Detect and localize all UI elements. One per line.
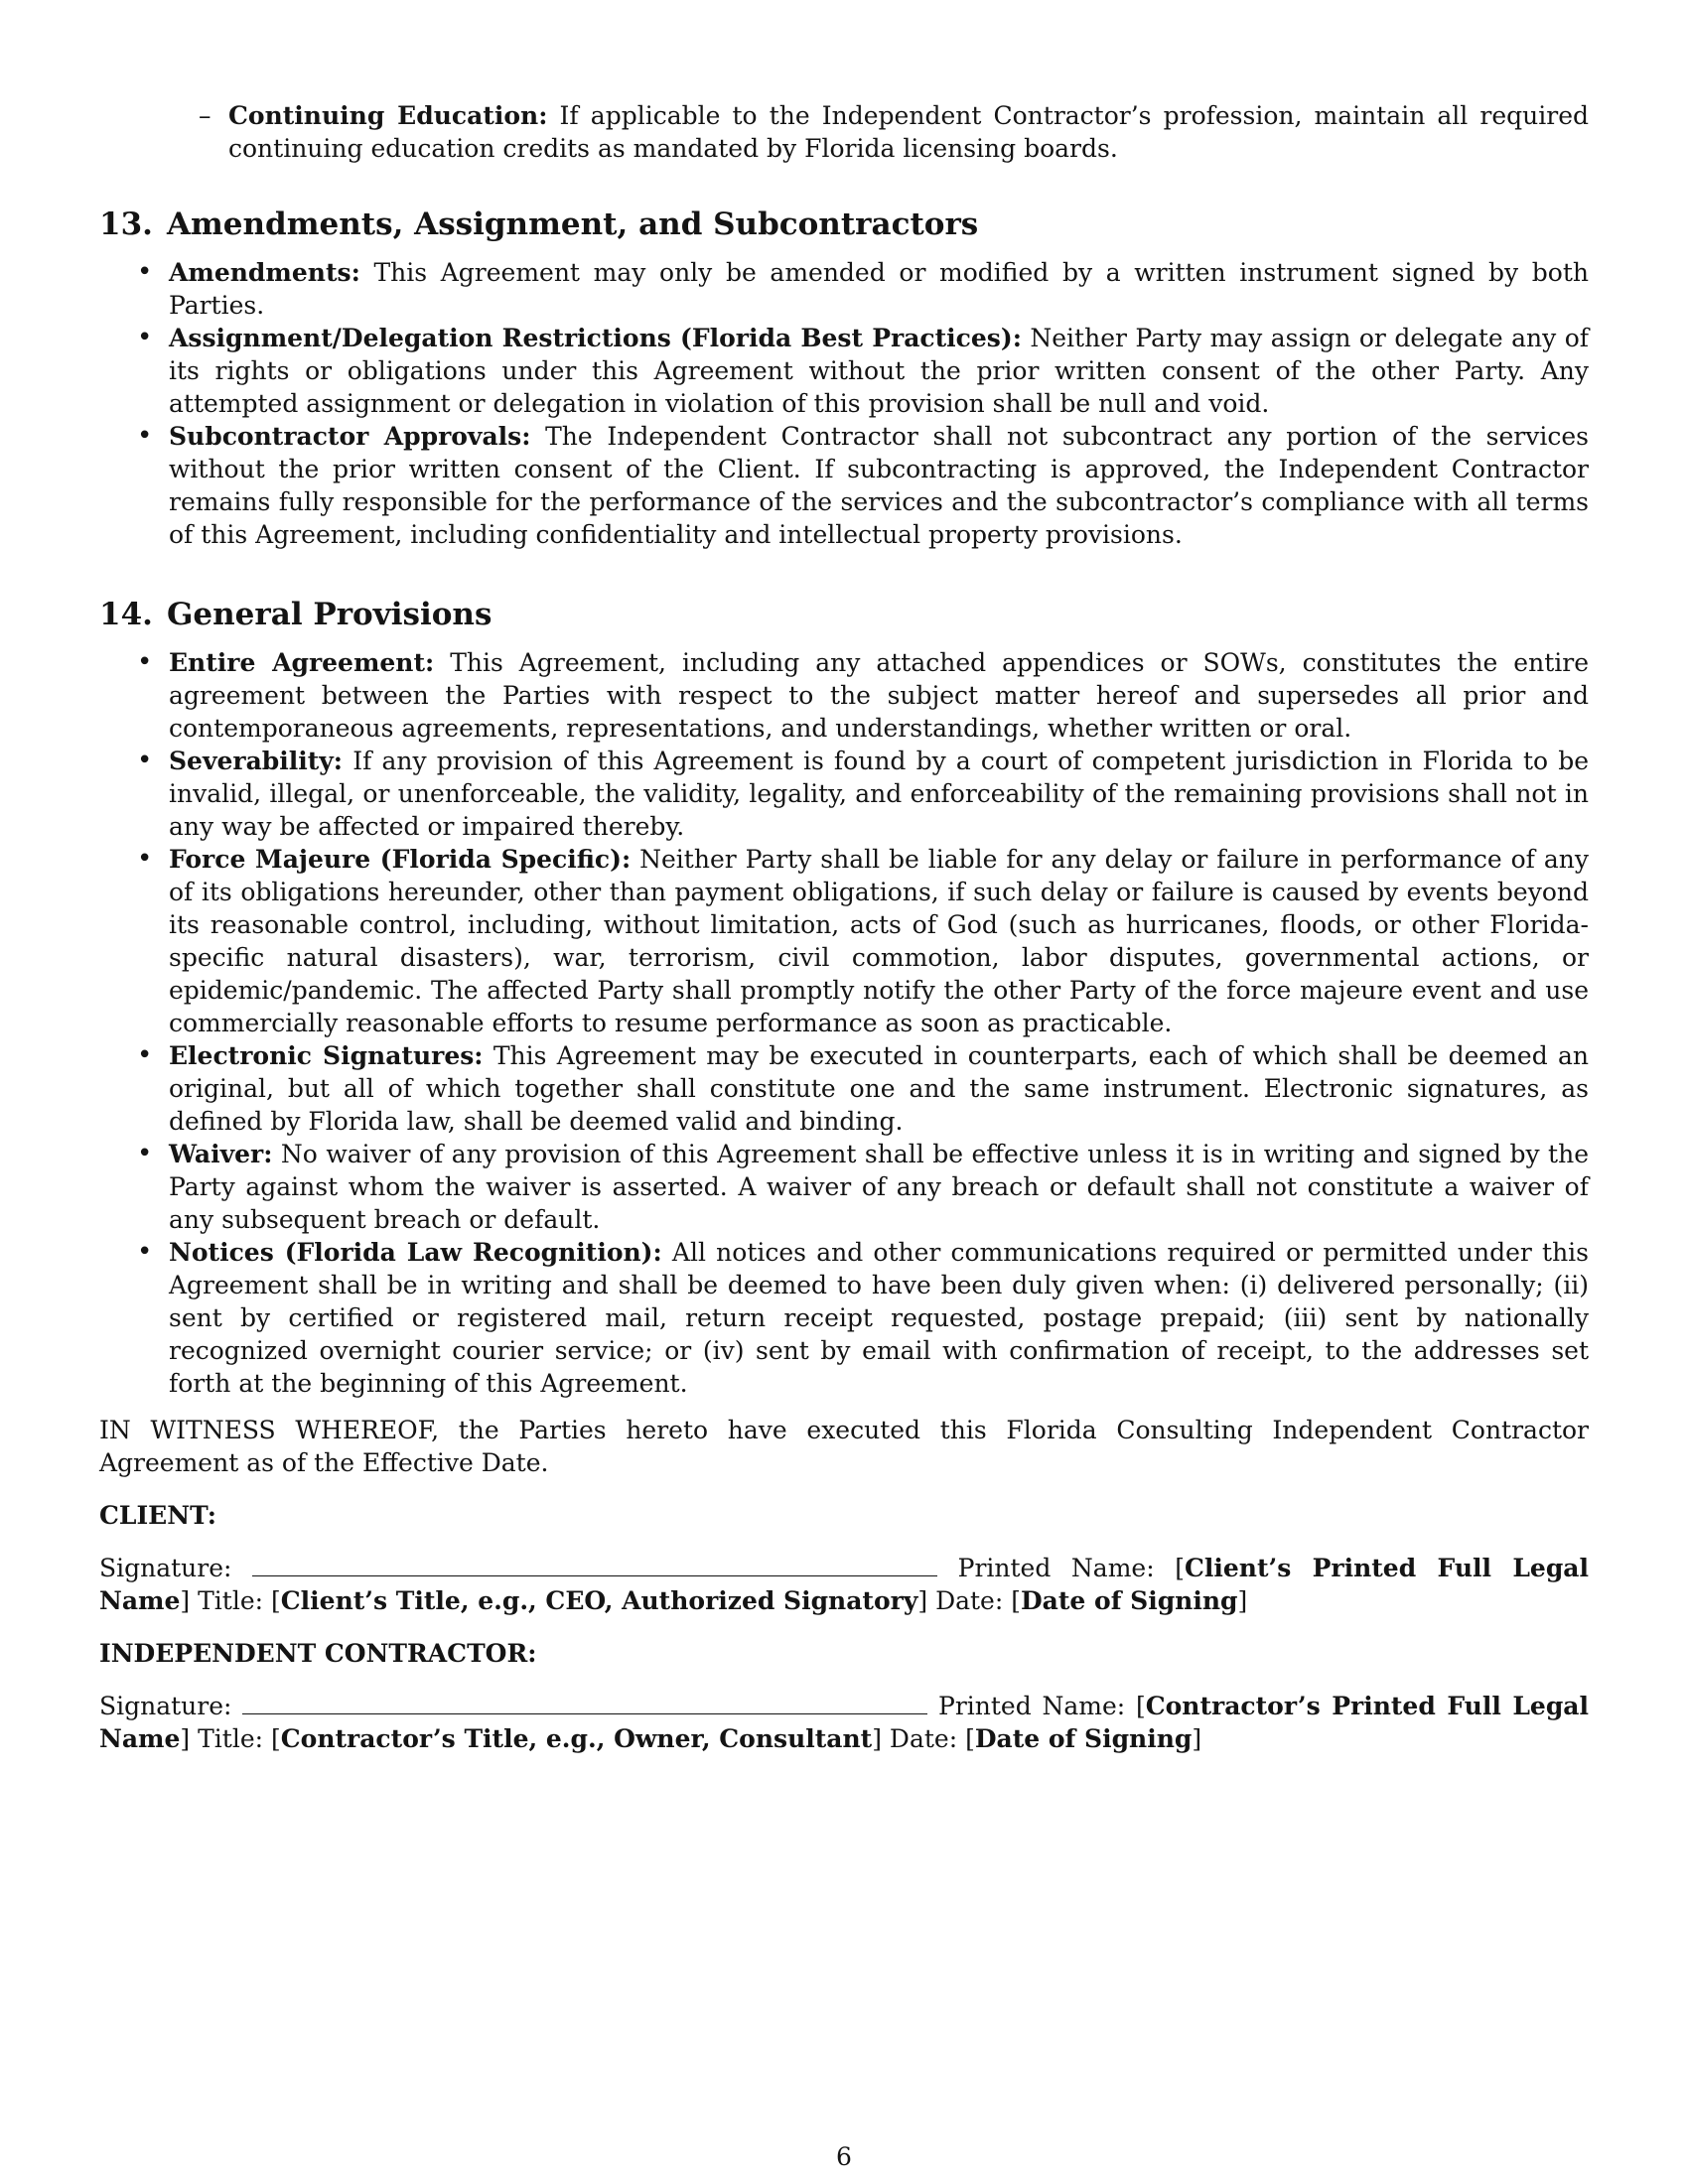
item-label: Force Majeure (Florida Specific): [169, 845, 632, 874]
item-label: Amendments: [169, 258, 360, 287]
client-signature-block: Signature: Printed Name: [Client’s Printed Full Legal Name] Title: [Client’s Title, e.g., CEO, Authorized Signatory] Date: [Date of Signing] [99, 1554, 1590, 1615]
contractor-printed-name: Contractor’s Printed Full Legal Name [99, 1692, 1590, 1753]
date-label: Date: [889, 1724, 958, 1753]
item-text: No waiver of any provision of this Agreement shall be effective unless it is in writing and signed by the Party against whom the waiver is asserted. A waiver of any breach or default shall not constitute a waiver of any subsequent breach or default. [169, 1140, 1589, 1234]
item-label: Waiver: [169, 1140, 273, 1168]
witness-clause: IN WITNESS WHEREOF, the Parties hereto have executed this Florida Consulting Independent Contractor Agreement as of the Effective Date. [99, 1416, 1589, 1477]
item-label: Electronic Signatures: [169, 1041, 484, 1070]
section-title: Amendments, Assignment, and Subcontractors [166, 206, 979, 242]
list-item [99, 420, 1589, 551]
contractor-signature-block: Signature: Printed Name: [Contractor’s Printed Full Legal Name] Title: [Contractor’s Title, e.g., Owner, Consultant] Date: [Date of Signing] [99, 1692, 1590, 1753]
client-title: Client’s Title, e.g., CEO, Authorized Signatory [280, 1586, 918, 1615]
item-text: This Agreement may only be amended or modified by a written instrument signed by both Parties. [169, 258, 1589, 320]
signature-label: Signature: [99, 1554, 232, 1582]
contractor-label: INDEPENDENT CONTRACTOR: [99, 1639, 537, 1668]
item-label: Assignment/Delegation Restrictions (Florida Best Practices): [169, 324, 1022, 352]
section-13-list [99, 256, 1589, 551]
list-item [99, 1138, 1589, 1236]
contractor-signature-line[interactable] [242, 1692, 927, 1714]
list-item [99, 646, 1589, 745]
date-label: Date: [935, 1586, 1004, 1615]
item-label: Severability: [169, 747, 344, 775]
dash-marker: – [199, 101, 211, 130]
signature-label: Signature: [99, 1692, 232, 1720]
client-date: Date of Signing [1020, 1586, 1238, 1615]
printed-name-label: Printed Name: [957, 1554, 1155, 1582]
section-number: 13. [99, 206, 153, 242]
item-label: Entire Agreement: [169, 648, 435, 677]
item-text: If any provision of this Agreement is found by a court of competent jurisdiction in Florida to be invalid, illegal, or unenforceable, the validity, legality, and enforceability of the remaining provisions shall not in any way be affected or impaired thereby. [169, 747, 1589, 841]
list-item [99, 843, 1589, 1039]
client-label: CLIENT: [99, 1501, 217, 1530]
continuing-education-item [99, 99, 1589, 165]
contractor-title: Contractor’s Title, e.g., Owner, Consultant [280, 1724, 873, 1753]
section-number: 14. [99, 597, 153, 632]
item-text: All notices and other communications required or permitted under this Agreement shall be in writing and shall be deemed to have been duly given when: (i) delivered personally; (ii) sent by certified or registered mail, return receipt requested, postage prepaid; (iii) sent by nationally recognized overnight courier service; or (iv) sent by email with confirmation of receipt, to the addresses set forth at the beginning of this Agreement. [169, 1238, 1590, 1398]
section-13-heading [99, 205, 1589, 244]
list-item [99, 1236, 1589, 1400]
item-text: The Independent Contractor shall not subcontract any portion of the services without the prior written consent of the Client. If subcontracting is approved, the Independent Contractor remains fully responsible for the performance of the services and the subcontractor’s compliance with all terms of this Agreement, including confidentiality and intellectual property provisions. [169, 422, 1589, 549]
list-item [99, 745, 1589, 843]
contractor-date: Date of Signing [974, 1724, 1193, 1753]
item-label: Notices (Florida Law Recognition): [169, 1238, 662, 1267]
item-text: This Agreement may be executed in counterparts, each of which shall be deemed an original, but all of which together shall constitute one and the same instrument. Electronic signatures, as defined by Florida law, shall be deemed valid and binding. [169, 1041, 1590, 1136]
client-printed-name: Client’s Printed Full Legal Name [99, 1554, 1590, 1615]
item-label: Continuing Education: [228, 101, 548, 130]
list-item [99, 256, 1589, 322]
item-text: This Agreement, including any attached appendices or SOWs, constitutes the entire agreement between the Parties with respect to the subject matter hereof and supersedes all prior and contemporaneous agreements, representations, and understandings, whether written or oral. [169, 648, 1589, 743]
section-title: General Provisions [166, 597, 492, 632]
item-text: Neither Party shall be liable for any delay or failure in performance of any of its obligations hereunder, other than payment obligations, if such delay or failure is caused by events beyond its reasonable control, including, without limitation, acts of God (such as hurricanes, floods, or other Florida-specific natural disasters), war, terrorism, civil commotion, labor disputes, governmental actions, or epidemic/pandemic. The affected Party shall promptly notify the other Party of the force majeure event and use commercially reasonable efforts to resume performance as soon as practicable. [169, 845, 1589, 1037]
document-page [99, 99, 1589, 1755]
item-text: If applicable to the Independent Contractor’s profession, maintain all required continuing education credits as mandated by Florida licensing boards. [228, 101, 1590, 163]
item-label: Subcontractor Approvals: [169, 422, 531, 451]
section-14-heading [99, 595, 1589, 634]
page-number: 6 [836, 2142, 852, 2171]
title-label: Title: [198, 1586, 264, 1615]
printed-name-label: Printed Name: [938, 1692, 1126, 1720]
list-item [99, 1039, 1589, 1138]
list-item [99, 322, 1589, 420]
item-text: Neither Party may assign or delegate any of its rights or obligations under this Agreement without the prior written consent of the other Party. Any attempted assignment or delegation in violation of this provision shall be null and void. [169, 324, 1589, 418]
title-label: Title: [198, 1724, 264, 1753]
client-signature-line[interactable] [252, 1554, 937, 1576]
section-14-list [99, 646, 1589, 1400]
